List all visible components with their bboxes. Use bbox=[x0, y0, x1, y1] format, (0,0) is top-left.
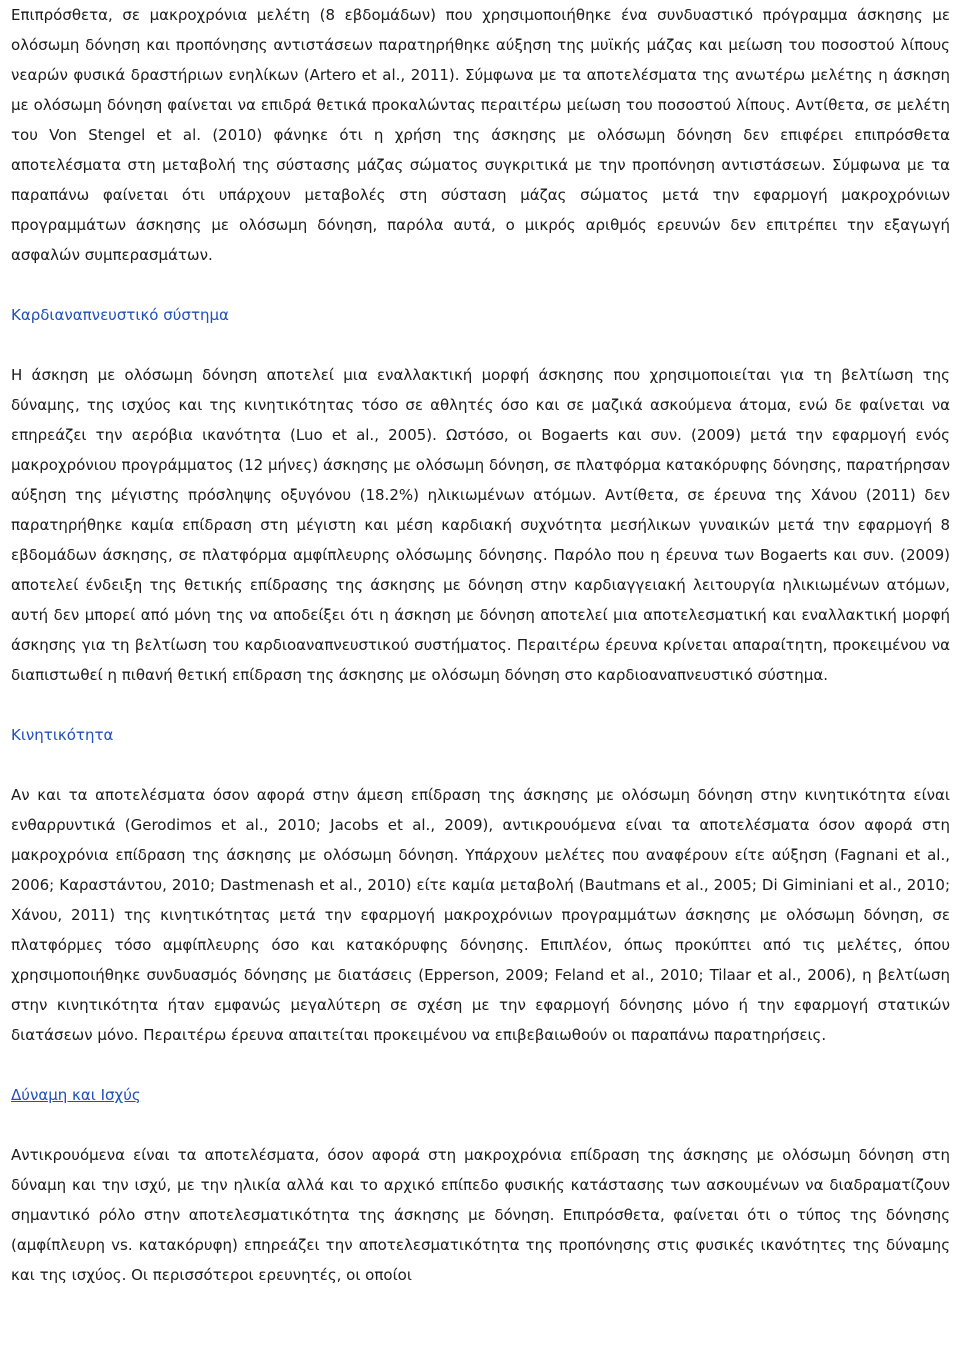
paragraph-strength: Αντικρουόμενα είναι τα αποτελέσματα, όσον αφορά στη μακροχρόνια επίδραση της άσκησης με ολόσωμη δόνηση στη δύναμη και την ισχύ, με την ηλικία αλλά και το αρχικό επίπεδο φυσικής κατάστασης των ασκουμένων να διαδραματίζουν σημαντικό ρόλο στην αποτελεσματικότητα της άσκησης με δόνηση. Επιπρόσθετα, φαίνεται ότι ο τύπος της δόνησης (αμφίπλευρη vs. κατακόρυφη) επηρεάζει την αποτελεσματικότητα της προπόνησης στις φυσικές ικανότητες της δύναμης και της ισχύος. Οι περισσότεροι ερευνητές, οι οποίοι bbox=[11, 1146, 950, 1284]
paragraph-spacer bbox=[11, 690, 950, 720]
paragraph-spacer bbox=[11, 1110, 950, 1140]
paragraph-body-composition: Επιπρόσθετα, σε μακροχρόνια μελέτη (8 εβδομάδων) που χρησιμοποιήθηκε ένα συνδυαστικό πρόγραμμα άσκησης με ολόσωμη δόνηση και προπόνησης αντιστάσεων παρατηρήθηκε αύξηση της μυϊκής μάζας και μείωση του ποσοστού λίπους νεαρών φυσικά δραστήριων ενηλίκων (Artero et al., 2011). Σύμφωνα με τα αποτελέσματα της ανωτέρω μελέτης η άσκηση με ολόσωμη δόνηση φαίνεται να επιδρά θετικά προκαλώντας περαιτέρω μείωση του ποσοστού λίπους. Αντίθετα, σε μελέτη του Von Stengel et al. (2010) φάνηκε ότι η χρήση της άσκησης με ολόσωμη δόνηση δεν επιφέρει επιπρόσθετα αποτελέσματα στη μεταβολή της σύστασης μάζας σώματος συγκριτικά με την προπόνηση αντιστάσεων. Σύμφωνα με τα παραπάνω φαίνεται ότι υπάρχουν μεταβολές στη σύσταση μάζας σώματος μετά την εφαρμογή μακροχρόνιων προγραμμάτων άσκησης με ολόσωμη δόνηση, παρόλα αυτά, ο μικρός αριθμός ερευνών δεν επιτρέπει την εξαγωγή ασφαλών συμπερασμάτων. bbox=[11, 6, 950, 264]
paragraph-cardio: Η άσκηση με ολόσωμη δόνηση αποτελεί μια εναλλακτική μορφή άσκησης που χρησιμοποιείται για τη βελτίωση της δύναμης, της ισχύος και της κινητικότητας τόσο σε αθλητές όσο και σε μαζικά ασκούμενα άτομα, ενώ δε φαίνεται να επηρεάζει την αερόβια ικανότητα (Luo et al., 2005). Ωστόσο, οι Bogaerts και συν. (2009) μετά την εφαρμογή ενός μακροχρόνιου προγράμματος (12 μήνες) άσκησης με ολόσωμη δόνηση, σε πλατφόρμα κατακόρυφης δόνησης, παρατήρησαν αύξηση της μέγιστης πρόσληψης οξυγόνου (18.2%) ηλικιωμένων ατόμων. Αντίθετα, σε έρευνα της Χάνου (2011) δεν παρατηρήθηκε καμία επίδραση στη μέγιστη και μέση καρδιακή συχνότητα μεσήλικων γυναικών μετά την εφαρμογή 8 εβδομάδων άσκησης, σε πλατφόρμα αμφίπλευρης ολόσωμης δόνησης. Παρόλο που η έρευνα των Bogaerts και συν. (2009) αποτελεί ένδειξη της θετικής επίδρασης της άσκησης με δόνηση στην καρδιαγγειακή λειτουργία ηλικιωμένων ατόμων, αυτή δεν μπορεί από μόνη της να αποδείξει ότι η άσκηση με δόνηση αποτελεί μια αποτελεσματική και εναλλακτική μορφή άσκησης για τη βελτίωση του καρδιοαναπνευστικού συστήματος. Περαιτέρω έρευνα κρίνεται απαραίτητη, προκειμένου να διαπιστωθεί η πιθανή θετική επίδραση της άσκησης με ολόσωμη δόνηση στο καρδιοαναπνευστικό σύστημα. bbox=[11, 366, 950, 684]
paragraph-spacer bbox=[11, 270, 950, 300]
section-heading-mobility: Κινητικότητα bbox=[11, 726, 114, 744]
paragraph-spacer bbox=[11, 1050, 950, 1080]
document-page bbox=[11, 0, 950, 1290]
paragraph-spacer bbox=[11, 330, 950, 360]
paragraph-mobility: Αν και τα αποτελέσματα όσον αφορά στην άμεση επίδραση της άσκησης με ολόσωμη δόνηση στην κινητικότητα είναι ενθαρρυντικά (Gerodimos et al., 2010; Jacobs et al., 2009), αντικρουόμενα είναι τα αποτελέσματα όσον αφορά στη μακροχρόνια επίδραση της άσκησης με ολόσωμη δόνηση. Υπάρχουν μελέτες που αναφέρουν είτε αύξηση (Fagnani et al., 2006; Καραστάντου, 2010; Dastmenash et al., 2010) είτε καμία μεταβολή (Bautmans et al., 2005; Di Giminiani et al., 2010; Χάνου, 2011) της κινητικότητας μετά την εφαρμογή μακροχρόνιων προγραμμάτων άσκησης με ολόσωμη δόνηση, σε πλατφόρμες τόσο αμφίπλευρης όσο και κατακόρυφης δόνησης. Επιπλέον, όπως προκύπτει από τις μελέτες, όπου χρησιμοποιήθηκε συνδυασμός δόνησης με διατάσεις (Epperson, 2009; Feland et al., 2010; Tilaar et al., 2006), η βελτίωση στην κινητικότητα ήταν εμφανώς μεγαλύτερη σε σχέση με την εφαρμογή δόνησης μόνο ή την εφαρμογή στατικών διατάσεων μόνο. Περαιτέρω έρευνα απαιτείται προκειμένου να επιβεβαιωθούν οι παραπάνω παρατηρήσεις. bbox=[11, 786, 950, 1044]
section-heading-strength: Δύναμη και Ισχύς bbox=[11, 1086, 141, 1104]
section-heading-cardio: Καρδιαναπνευστικό σύστημα bbox=[11, 306, 229, 324]
paragraph-spacer bbox=[11, 750, 950, 780]
